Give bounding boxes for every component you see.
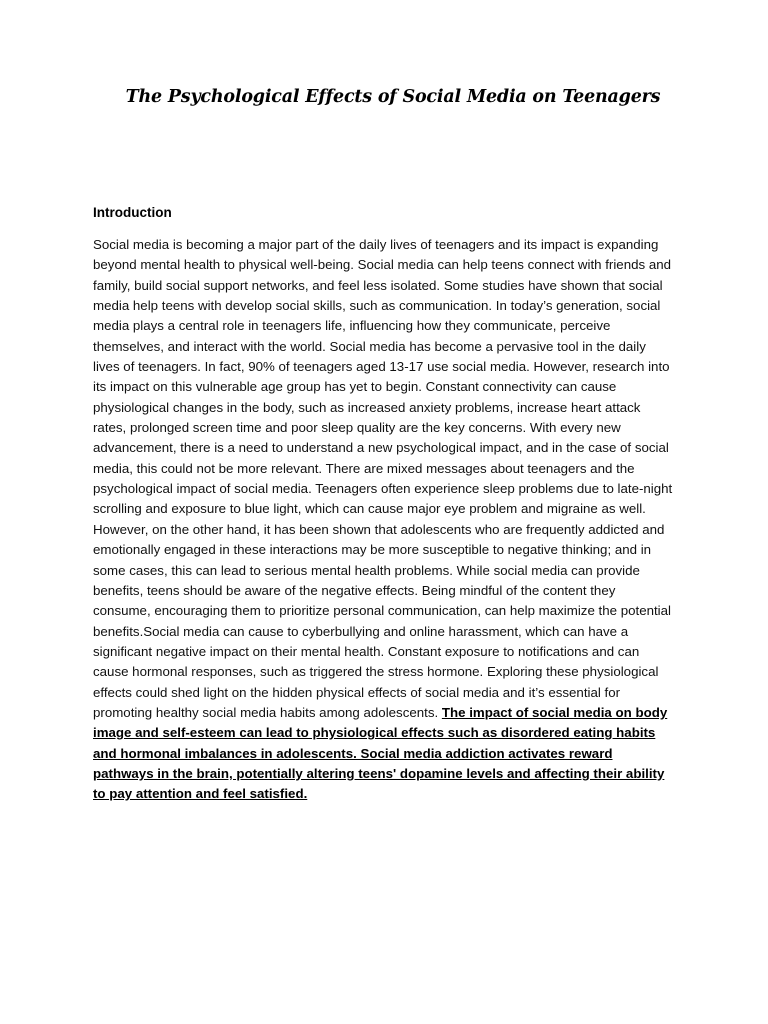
body-plain-text: Social media is becoming a major part of the daily lives of teenagers and its impact is expanding beyond mental health to physical well-being. Social media can help teens connect with friends and family, build social support networks, and feel less isolated. Some studies have shown that social media help teens with develop social skills, such as communication. In today’s generation, social media plays a central role in teenagers life, influencing how they communicate, perceive themselves, and interact with the world. Social media has become a pervasive tool in the daily lives of teenagers. In fact, 90% of teenagers aged 13-17 use social media. However, research into its impact on this vulnerable age group has yet to begin. Constant connectivity can cause physiological changes in the body, such as increased anxiety problems, increase heart attack rates, prolonged screen time and poor sleep quality are the key concerns. With every new advancement, there is a need to understand a new psychological impact, and in the case of social media, this could not be more relevant. There are mixed messages about teenagers and the psychological impact of social media. Teenagers often experience sleep problems due to late-night scrolling and exposure to blue light, which can cause major eye problem and migraine as well. However, on the other hand, it has been shown that adolescents who are frequently addicted and emotionally engaged in these interactions may be more susceptible to negative thinking; and in some cases, this can lead to serious mental health problems. While social media can provide benefits, teens should be aware of the negative effects. Being mindful of the content they consume, encouraging them to prioritize personal communication, can help maximize the potential benefits.Social media can cause to cyberbullying and online harassment, which can have a significant negative impact on their mental health. Constant exposure to notifications and can cause hormonal responses, such as triggered the stress hormone. Exploring these physiological effects could shed light on the hidden physical effects of social media and it’s essential for promoting healthy social media habits among adolescents. (93, 237, 673, 720)
section-heading: Introduction (93, 205, 172, 220)
body-paragraph (93, 235, 675, 805)
body-emphasized-text: The impact of social media on body image and self-esteem can lead to physiological effects such as disordered eating habits and hormonal imbalances in adolescents. Social media addiction activates reward pathways in the brain, potentially altering teens' dopamine levels and affecting their ability to pay attention and feel satisfied. (93, 704, 668, 802)
document-title: The Psychological Effects of Social Media on Teenagers (125, 87, 661, 107)
